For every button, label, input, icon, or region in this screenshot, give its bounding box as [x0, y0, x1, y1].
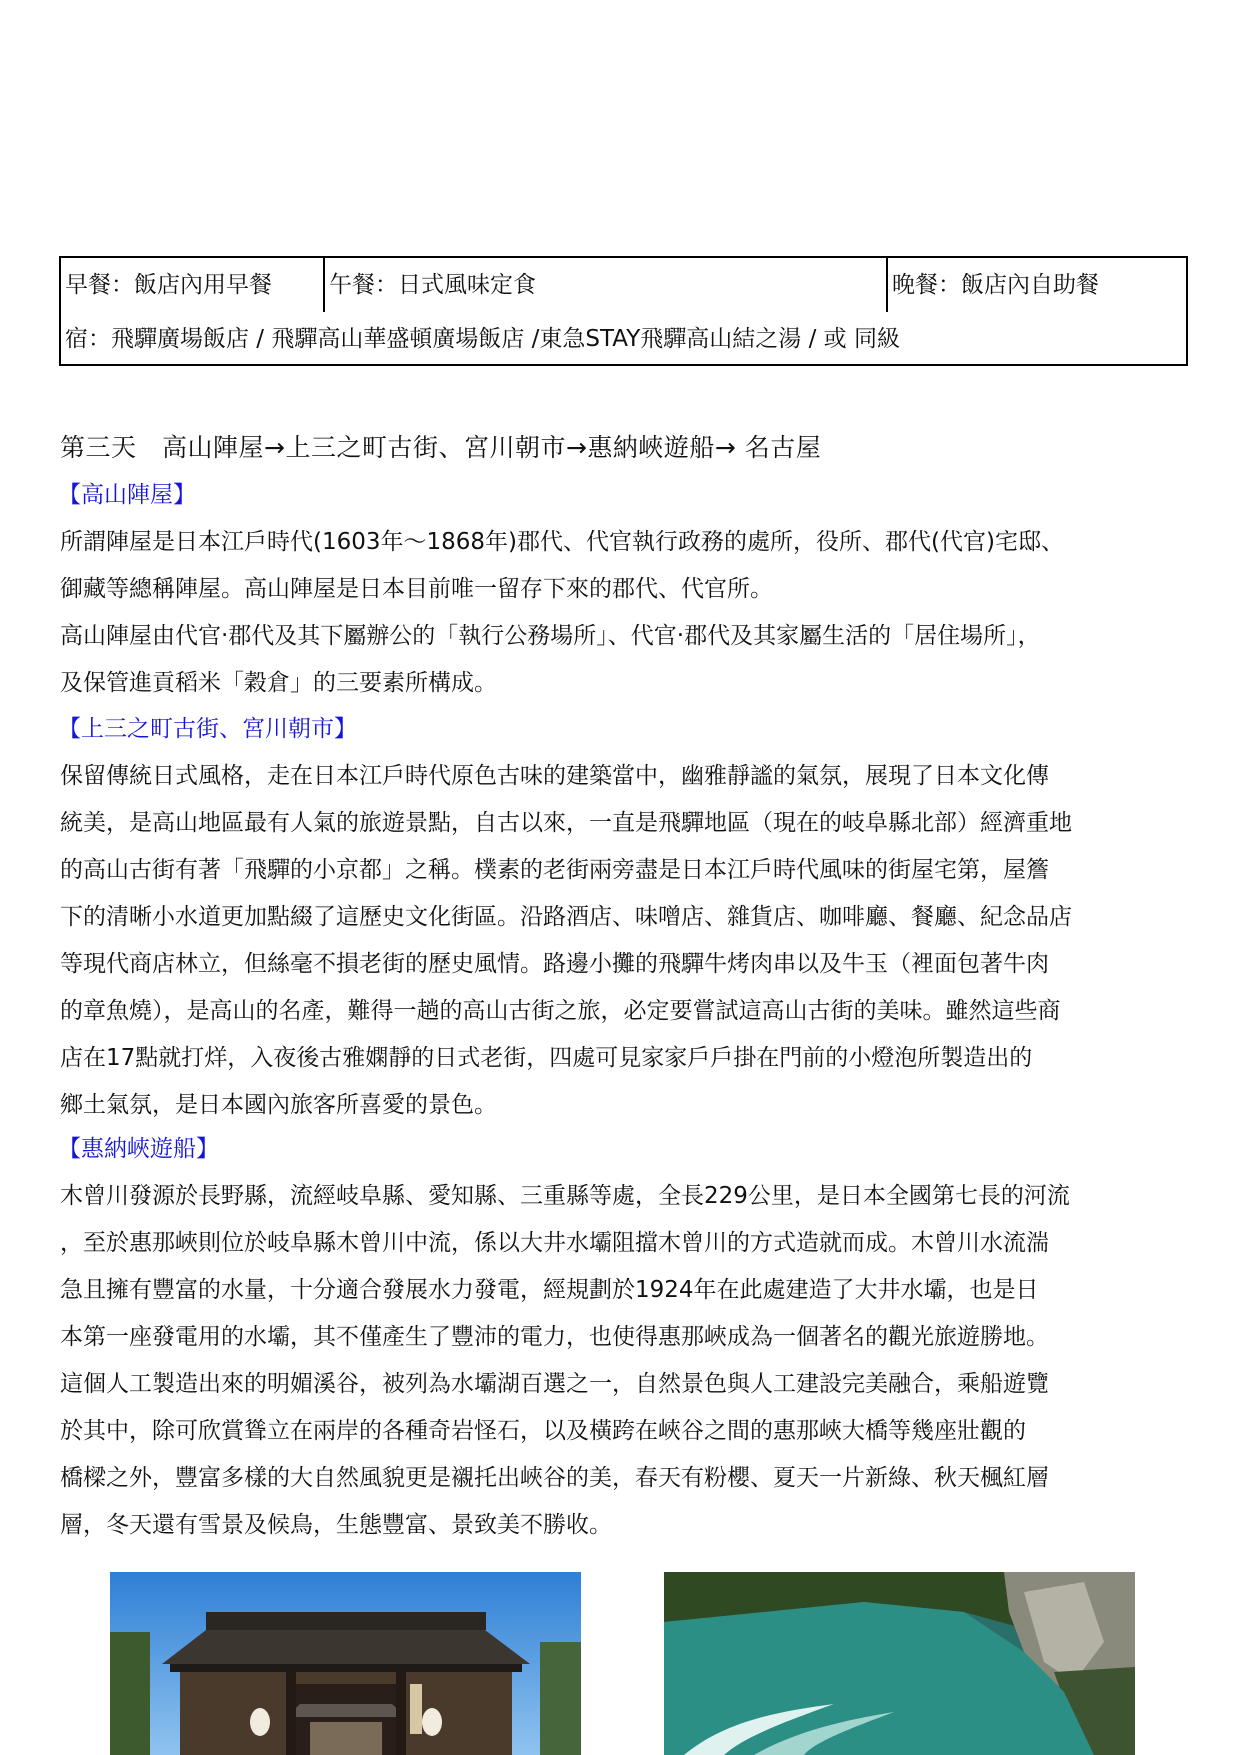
jinya-paragraph-1: [60, 519, 1180, 613]
meal-table: [59, 256, 1188, 366]
text-line: 保留傳統日式風格，走在日本江戶時代原色古味的建築當中，幽雅靜謐的氣氛，展現了日本文化傳: [60, 763, 1049, 789]
section-title-ena-gorge-cruise: 【惠納峽遊船】: [58, 1136, 219, 1162]
old-town-paragraph: [60, 753, 1180, 1129]
text-line: 御藏等總稱陣屋。高山陣屋是日本目前唯一留存下來的郡代、代官所。: [60, 576, 773, 602]
text-line: 這個人工製造出來的明媚溪谷，被列為水壩湖百選之一，自然景色與人工建設完美融合，乘船遊覽: [60, 1371, 1049, 1397]
breakfast-cell: 早餐：飯店內用早餐: [61, 258, 325, 312]
section-title-takayama-jinya: 【高山陣屋】: [58, 482, 196, 508]
text-line: 木曾川發源於長野縣，流經岐阜縣、愛知縣、三重縣等處，全長229公里，是日本全國第七長的河流: [60, 1183, 1070, 1209]
ena-gorge-photo: [664, 1572, 1135, 1755]
text-line: 等現代商店林立，但絲毫不損老街的歷史風情。路邊小攤的飛驒牛烤肉串以及牛玉（裡面包著牛肉: [60, 951, 1049, 977]
day-title: 第三天 高山陣屋→上三之町古街、宮川朝市→惠納峽遊船→ 名古屋: [60, 433, 822, 462]
text-line: 鄉土氣氛，是日本國內旅客所喜愛的景色。: [60, 1092, 497, 1118]
ena-gorge-paragraph: [60, 1173, 1180, 1549]
text-line: 橋樑之外，豐富多樣的大自然風貌更是襯托出峽谷的美，春天有粉櫻、夏天一片新綠、秋天楓紅層: [60, 1465, 1049, 1491]
jinya-gate-image: [110, 1572, 581, 1755]
text-line: 於其中，除可欣賞聳立在兩岸的各種奇岩怪石，以及橫跨在峽谷之間的惠那峽大橋等幾座壯觀的: [60, 1418, 1026, 1444]
text-line: 及保管進貢稻米「穀倉」的三要素所構成。: [60, 670, 497, 696]
text-line: 店在17點就打烊，入夜後古雅嫻靜的日式老街，四處可見家家戶戶掛在門前的小燈泡所製造出的: [60, 1045, 1033, 1071]
jinya-paragraph-2: [60, 613, 1180, 707]
text-line: 的高山古街有著「飛驒的小京都」之稱。樸素的老街兩旁盡是日本江戶時代風味的街屋宅第，屋簷: [60, 857, 1049, 883]
text-line: 的章魚燒），是高山的名產，難得一趟的高山古街之旅，必定要嘗試這高山古街的美味。雖然這些商: [60, 998, 1061, 1024]
hotel-row: 宿：飛驒廣場飯店 / 飛驒高山華盛頓廣場飯店 /東急STAY飛驒高山結之湯 / 或 同級: [65, 326, 900, 352]
text-line: 層，冬天還有雪景及候鳥，生態豐富、景致美不勝收。: [60, 1512, 612, 1538]
text-line: 下的清晰小水道更加點綴了這歷史文化街區。沿路酒店、味噌店、雜貨店、咖啡廳、餐廳、紀念品店: [60, 904, 1072, 930]
section-title-old-town: 【上三之町古街、宮川朝市】: [58, 716, 357, 742]
meal-row: [61, 258, 1186, 312]
ena-gorge-image: [664, 1572, 1135, 1755]
text-line: 所謂陣屋是日本江戶時代(1603年～1868年)郡代、代官執行政務的處所，役所、郡代(代官)宅邸、: [60, 529, 1064, 555]
lunch-cell: 午餐：日式風味定食: [325, 258, 888, 312]
takayama-jinya-photo: [110, 1572, 581, 1755]
text-line: 高山陣屋由代官‧郡代及其下屬辦公的「執行公務場所」、代官‧郡代及其家屬生活的「居住場所」，: [60, 623, 1041, 649]
text-line: 本第一座發電用的水壩，其不僅產生了豐沛的電力，也使得惠那峽成為一個著名的觀光旅遊勝地。: [60, 1324, 1049, 1350]
text-line: 統美，是高山地區最有人氣的旅遊景點，自古以來，一直是飛驒地區（現在的岐阜縣北部）經濟重地: [60, 810, 1072, 836]
dinner-cell: 晚餐：飯店內自助餐: [892, 272, 1099, 298]
text-line: ，至於惠那峽則位於岐阜縣木曾川中流，係以大井水壩阻擋木曾川的方式造就而成。木曾川水流湍: [60, 1230, 1049, 1256]
text-line: 急且擁有豐富的水量，十分適合發展水力發電，經規劃於1924年在此處建造了大井水壩，也是日: [60, 1277, 1039, 1303]
